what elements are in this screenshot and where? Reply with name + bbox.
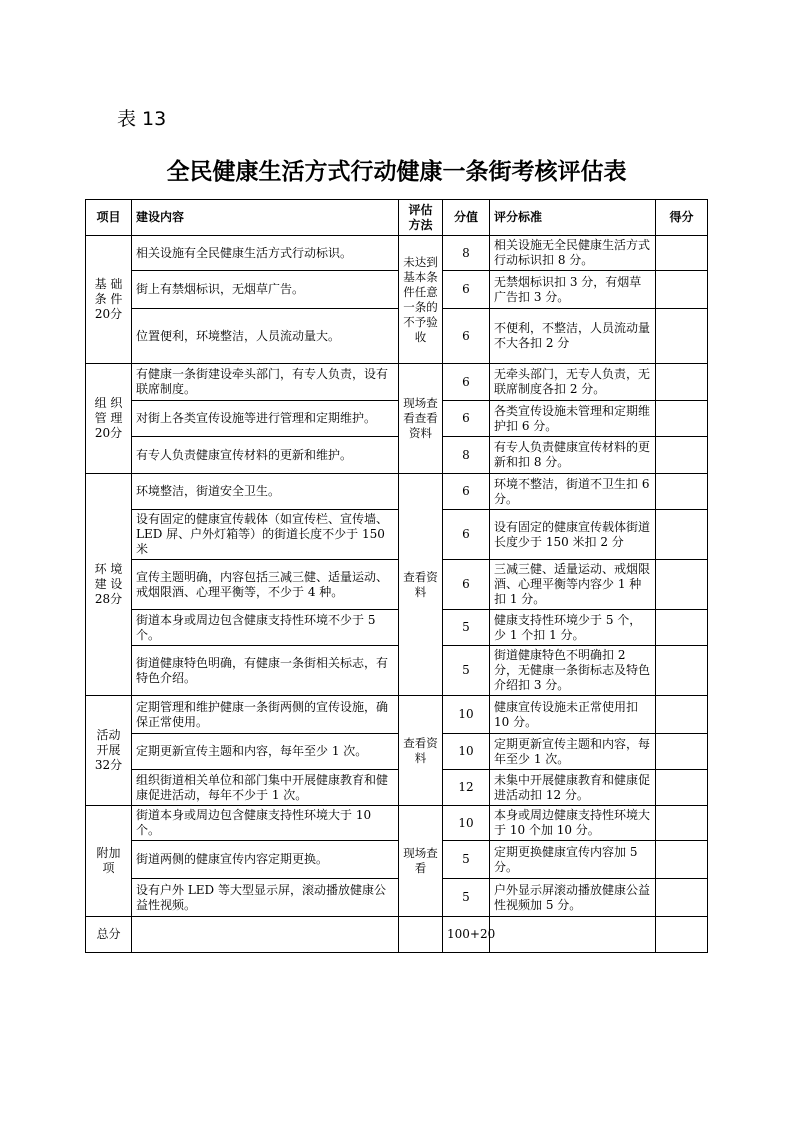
category-cell: 基 础 条 件 20分 [86, 236, 132, 364]
standard-cell: 三减三健、适量运动、戒烟限酒、心理平衡等内容少 1 种扣 1 分。 [490, 560, 656, 610]
category-cell: 活动 开展 32分 [86, 696, 132, 806]
total-content-cell [132, 917, 399, 953]
table-row [86, 610, 708, 646]
result-cell[interactable] [656, 770, 708, 806]
score-cell: 6 [443, 364, 490, 401]
score-cell: 12 [443, 770, 490, 806]
content-cell: 街上有禁烟标识，无烟草广告。 [132, 271, 399, 309]
total-result-cell[interactable] [656, 917, 708, 953]
standard-cell: 有专人负责健康宣传材料的更新和扣 8 分。 [490, 437, 656, 474]
table-row [86, 474, 708, 510]
score-cell: 8 [443, 236, 490, 271]
score-cell: 6 [443, 510, 490, 560]
standard-cell: 各类宣传设施未管理和定期维护扣 6 分。 [490, 401, 656, 437]
score-cell: 6 [443, 474, 490, 510]
standard-cell: 不便利，不整洁，人员流动量不大各扣 2 分 [490, 309, 656, 364]
result-cell[interactable] [656, 646, 708, 696]
content-cell: 对街上各类宣传设施等进行管理和定期维护。 [132, 401, 399, 437]
score-cell: 6 [443, 271, 490, 309]
standard-cell: 健康支持性环境少于 5 个，少 1 个扣 1 分。 [490, 610, 656, 646]
content-cell: 定期更新宣传主题和内容，每年至少 1 次。 [132, 734, 399, 770]
total-method-cell [399, 917, 443, 953]
score-cell: 8 [443, 437, 490, 474]
table-row [86, 271, 708, 309]
standard-cell: 无禁烟标识扣 3 分，有烟草广告扣 3 分。 [490, 271, 656, 309]
method-cell: 现场查看 [399, 806, 443, 917]
assessment-table [85, 199, 708, 953]
content-cell: 有专人负责健康宣传材料的更新和维护。 [132, 437, 399, 474]
score-cell: 5 [443, 646, 490, 696]
score-cell: 5 [443, 841, 490, 879]
content-cell: 定期管理和维护健康一条街两侧的宣传设施，确保正常使用。 [132, 696, 399, 734]
table-header-row [86, 200, 708, 236]
document-title: 全民健康生活方式行动健康一条街考核评估表 [166, 159, 627, 185]
content-cell: 街道两侧的健康宣传内容定期更换。 [132, 841, 399, 879]
method-cell: 查看资料 [399, 696, 443, 806]
table-row [86, 560, 708, 610]
result-cell[interactable] [656, 841, 708, 879]
content-cell: 组织街道相关单位和部门集中开展健康教育和健康促进活动，每年不少于 1 次。 [132, 770, 399, 806]
table-row [86, 806, 708, 841]
result-cell[interactable] [656, 610, 708, 646]
result-cell[interactable] [656, 474, 708, 510]
standard-cell: 定期更换健康宣传内容加 5 分。 [490, 841, 656, 879]
table-row [86, 879, 708, 917]
standard-cell: 无牵头部门，无专人负责，无联席制度各扣 2 分。 [490, 364, 656, 401]
standard-cell: 本身或周边健康支持性环境大于 10 个加 10 分。 [490, 806, 656, 841]
header-standard: 评分标准 [490, 200, 656, 236]
header-item: 项目 [86, 200, 132, 236]
score-cell: 5 [443, 879, 490, 917]
result-cell[interactable] [656, 271, 708, 309]
total-standard-cell [490, 917, 656, 953]
result-cell[interactable] [656, 879, 708, 917]
standard-cell: 街道健康特色不明确扣 2 分，无健康一条街标志及特色介绍扣 3 分。 [490, 646, 656, 696]
result-cell[interactable] [656, 806, 708, 841]
total-label-cell: 总分 [86, 917, 132, 953]
content-cell: 位置便利，环境整洁，人员流动量大。 [132, 309, 399, 364]
header-method: 评估方法 [399, 200, 443, 236]
table-row [86, 696, 708, 734]
category-cell: 组 织 管 理 20分 [86, 364, 132, 474]
content-cell: 宣传主题明确，内容包括三减三健、适量运动、戒烟限酒、心理平衡等，不少于 4 种。 [132, 560, 399, 610]
result-cell[interactable] [656, 309, 708, 364]
method-cell: 查看资料 [399, 474, 443, 696]
result-cell[interactable] [656, 236, 708, 271]
method-cell: 未达到基本条件任意一条的不予验收 [399, 236, 443, 364]
result-cell[interactable] [656, 437, 708, 474]
table-number-label: 表 13 [117, 108, 167, 130]
header-score: 分值 [443, 200, 490, 236]
content-cell: 相关设施有全民健康生活方式行动标识。 [132, 236, 399, 271]
result-cell[interactable] [656, 696, 708, 734]
result-cell[interactable] [656, 560, 708, 610]
standard-cell: 户外显示屏滚动播放健康公益性视频加 5 分。 [490, 879, 656, 917]
score-cell: 10 [443, 696, 490, 734]
result-cell[interactable] [656, 734, 708, 770]
result-cell[interactable] [656, 364, 708, 401]
content-cell: 环境整洁，街道安全卫生。 [132, 474, 399, 510]
table-row [86, 510, 708, 560]
result-cell[interactable] [656, 510, 708, 560]
content-cell: 有健康一条街建设牵头部门，有专人负责，设有联席制度。 [132, 364, 399, 401]
table-row [86, 841, 708, 879]
table-row [86, 770, 708, 806]
score-cell: 6 [443, 401, 490, 437]
total-row [86, 917, 708, 953]
category-cell: 附加 项 [86, 806, 132, 917]
header-result: 得分 [656, 200, 708, 236]
method-cell: 现场查看查看资料 [399, 364, 443, 474]
standard-cell: 环境不整洁，街道不卫生扣 6 分。 [490, 474, 656, 510]
total-score-cell: 100+20 [443, 917, 490, 953]
score-cell: 5 [443, 610, 490, 646]
table-row [86, 437, 708, 474]
table-row [86, 309, 708, 364]
category-cell: 环 境 建 设 28分 [86, 474, 132, 696]
table-row [86, 646, 708, 696]
content-cell: 街道本身或周边包含健康支持性环境大于 10 个。 [132, 806, 399, 841]
content-cell: 设有户外 LED 等大型显示屏，滚动播放健康公益性视频。 [132, 879, 399, 917]
table-row [86, 734, 708, 770]
score-cell: 6 [443, 309, 490, 364]
table-row [86, 236, 708, 271]
score-cell: 6 [443, 560, 490, 610]
score-cell: 10 [443, 806, 490, 841]
standard-cell: 定期更新宣传主题和内容，每年至少 1 次。 [490, 734, 656, 770]
header-content: 建设内容 [132, 200, 399, 236]
content-cell: 街道本身或周边包含健康支持性环境不少于 5 个。 [132, 610, 399, 646]
standard-cell: 设有固定的健康宣传载体街道长度少于 150 米扣 2 分 [490, 510, 656, 560]
content-cell: 设有固定的健康宣传载体（如宣传栏、宣传墙、LED 屏、户外灯箱等）的街道长度不少于 150 米 [132, 510, 399, 560]
score-cell: 10 [443, 734, 490, 770]
result-cell[interactable] [656, 401, 708, 437]
content-cell: 街道健康特色明确，有健康一条街相关标志，有特色介绍。 [132, 646, 399, 696]
table-row [86, 364, 708, 401]
standard-cell: 健康宣传设施未正常使用扣 10 分。 [490, 696, 656, 734]
standard-cell: 未集中开展健康教育和健康促进活动扣 12 分。 [490, 770, 656, 806]
table-row [86, 401, 708, 437]
standard-cell: 相关设施无全民健康生活方式行动标识扣 8 分。 [490, 236, 656, 271]
